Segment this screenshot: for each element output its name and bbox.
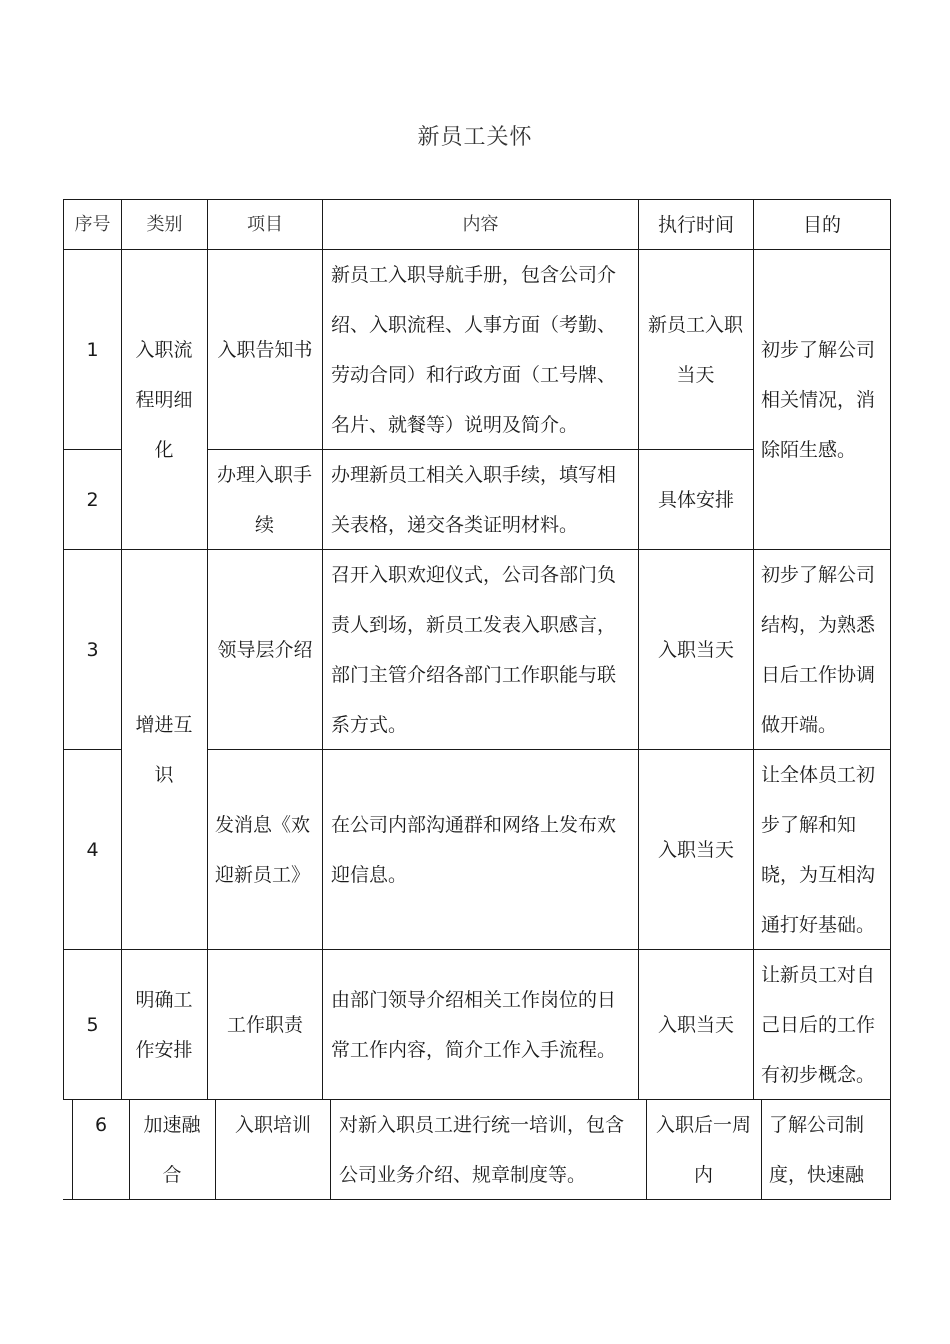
row-6-item: 入职培训	[234, 1114, 311, 1136]
row-4-no: 4	[86, 838, 99, 861]
row-5-item: 工作职责	[226, 1013, 303, 1036]
purpose-4: 让新员工对自己日后的工作有初步概念。	[761, 963, 876, 1086]
header-no: 序号	[74, 213, 111, 235]
table-line	[890, 199, 891, 1199]
table-line	[330, 1099, 331, 1199]
table-line	[129, 1099, 130, 1199]
purpose-5: 了解公司制度，快速融	[769, 1114, 865, 1186]
row-1-no: 1	[86, 338, 99, 361]
row-2-no: 2	[86, 488, 99, 511]
category-onboarding-process: 入职流程明细化	[135, 338, 193, 461]
purpose-1: 初步了解公司相关情况，消除陌生感。	[761, 338, 876, 461]
row-2-content: 办理新员工相关入职手续，填写相关表格，递交各类证明材料。	[331, 463, 617, 536]
header-time: 执行时间	[657, 213, 734, 236]
category-integration: 加速融合	[143, 1114, 201, 1186]
row-3-time: 入职当天	[657, 638, 734, 661]
header-category: 类别	[146, 213, 183, 235]
row-1-time: 新员工入职当天	[647, 313, 743, 386]
category-work-arrangement: 明确工作安排	[135, 988, 193, 1061]
row-5-time: 入职当天	[657, 1013, 734, 1036]
row-6-time: 入职后一周内	[655, 1114, 751, 1186]
row-6-no: 6	[94, 1114, 108, 1136]
document-title: 新员工关怀	[417, 125, 533, 150]
table-line	[761, 1099, 762, 1199]
table-line	[646, 1099, 647, 1199]
row-5-content: 由部门领导介绍相关工作岗位的日常工作内容，简介工作入手流程。	[331, 988, 617, 1061]
category-mutual-acquaintance: 增进互识	[135, 713, 193, 786]
row-1-item: 入职告知书	[217, 338, 313, 361]
row-1-content: 新员工入职导航手册，包含公司介绍、入职流程、人事方面（考勤、劳动合同）和行政方面（工号牌、名片、就餐等）说明及简介。	[331, 263, 617, 436]
row-3-item: 领导层介绍	[217, 638, 313, 661]
purpose-3: 让全体员工初步了解和知晓，为互相沟通打好基础。	[761, 763, 876, 936]
table-line	[753, 199, 754, 1099]
header-item: 项目	[247, 213, 283, 235]
header-purpose: 目的	[802, 213, 841, 236]
row-4-content: 在公司内部沟通群和网络上发布欢迎信息。	[331, 813, 617, 886]
row-4-time: 入职当天	[657, 838, 734, 861]
row-3-no: 3	[86, 638, 99, 661]
table-line	[121, 199, 122, 1099]
header-content: 内容	[462, 213, 499, 235]
row-3-content: 召开入职欢迎仪式，公司各部门负责人到场，新员工发表入职感言，部门主管介绍各部门工作职能与联系方式。	[331, 563, 617, 736]
row-4-item: 发消息《欢迎新员工》	[215, 813, 311, 886]
row-5-no: 5	[86, 1013, 99, 1036]
table-line	[322, 199, 323, 1099]
row-2-item: 办理入职手续	[216, 463, 312, 536]
row-2-time: 具体安排	[657, 488, 734, 511]
row-6-content: 对新入职员工进行统一培训，包含公司业务介绍、规章制度等。	[339, 1114, 625, 1186]
purpose-2: 初步了解公司结构，为熟悉日后工作协调做开端。	[761, 563, 876, 736]
